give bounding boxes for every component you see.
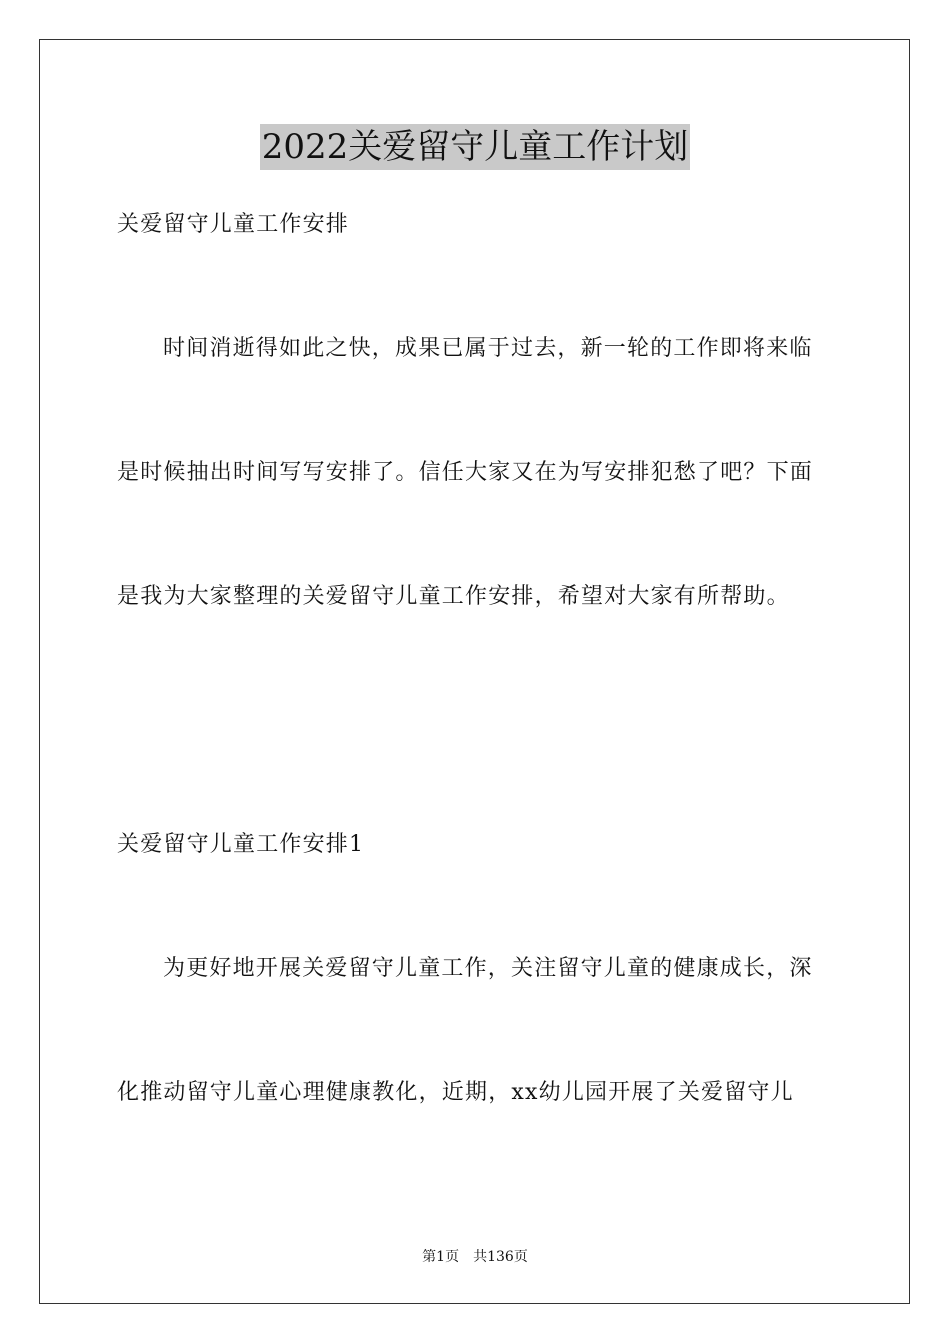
paragraph-line: 化推动留守儿童心理健康教化，近期，xx幼儿园开展了关爱留守儿 bbox=[117, 1080, 794, 1105]
page-number: 第1页 bbox=[422, 1249, 460, 1265]
document-title-text: 2022关爱留守儿童工作计划 bbox=[260, 124, 691, 170]
paragraph-line: 时间消逝得如此之快，成果已属于过去，新一轮的工作即将来临 bbox=[163, 336, 813, 361]
section-heading: 关爱留守儿童工作安排 bbox=[117, 212, 350, 237]
paragraph-line: 为更好地开展关爱留守儿童工作，关注留守儿童的健康成长，深 bbox=[163, 956, 813, 981]
page-total: 共136页 bbox=[473, 1249, 528, 1265]
document-title bbox=[0, 124, 950, 170]
paragraph-line: 是时候抽出时间写写安排了。信任大家又在为写安排犯愁了吧？下面 bbox=[117, 460, 814, 485]
page-footer bbox=[0, 1247, 950, 1267]
paragraph-line: 是我为大家整理的关爱留守儿童工作安排，希望对大家有所帮助。 bbox=[117, 584, 790, 609]
section-heading: 关爱留守儿童工作安排1 bbox=[117, 832, 365, 857]
